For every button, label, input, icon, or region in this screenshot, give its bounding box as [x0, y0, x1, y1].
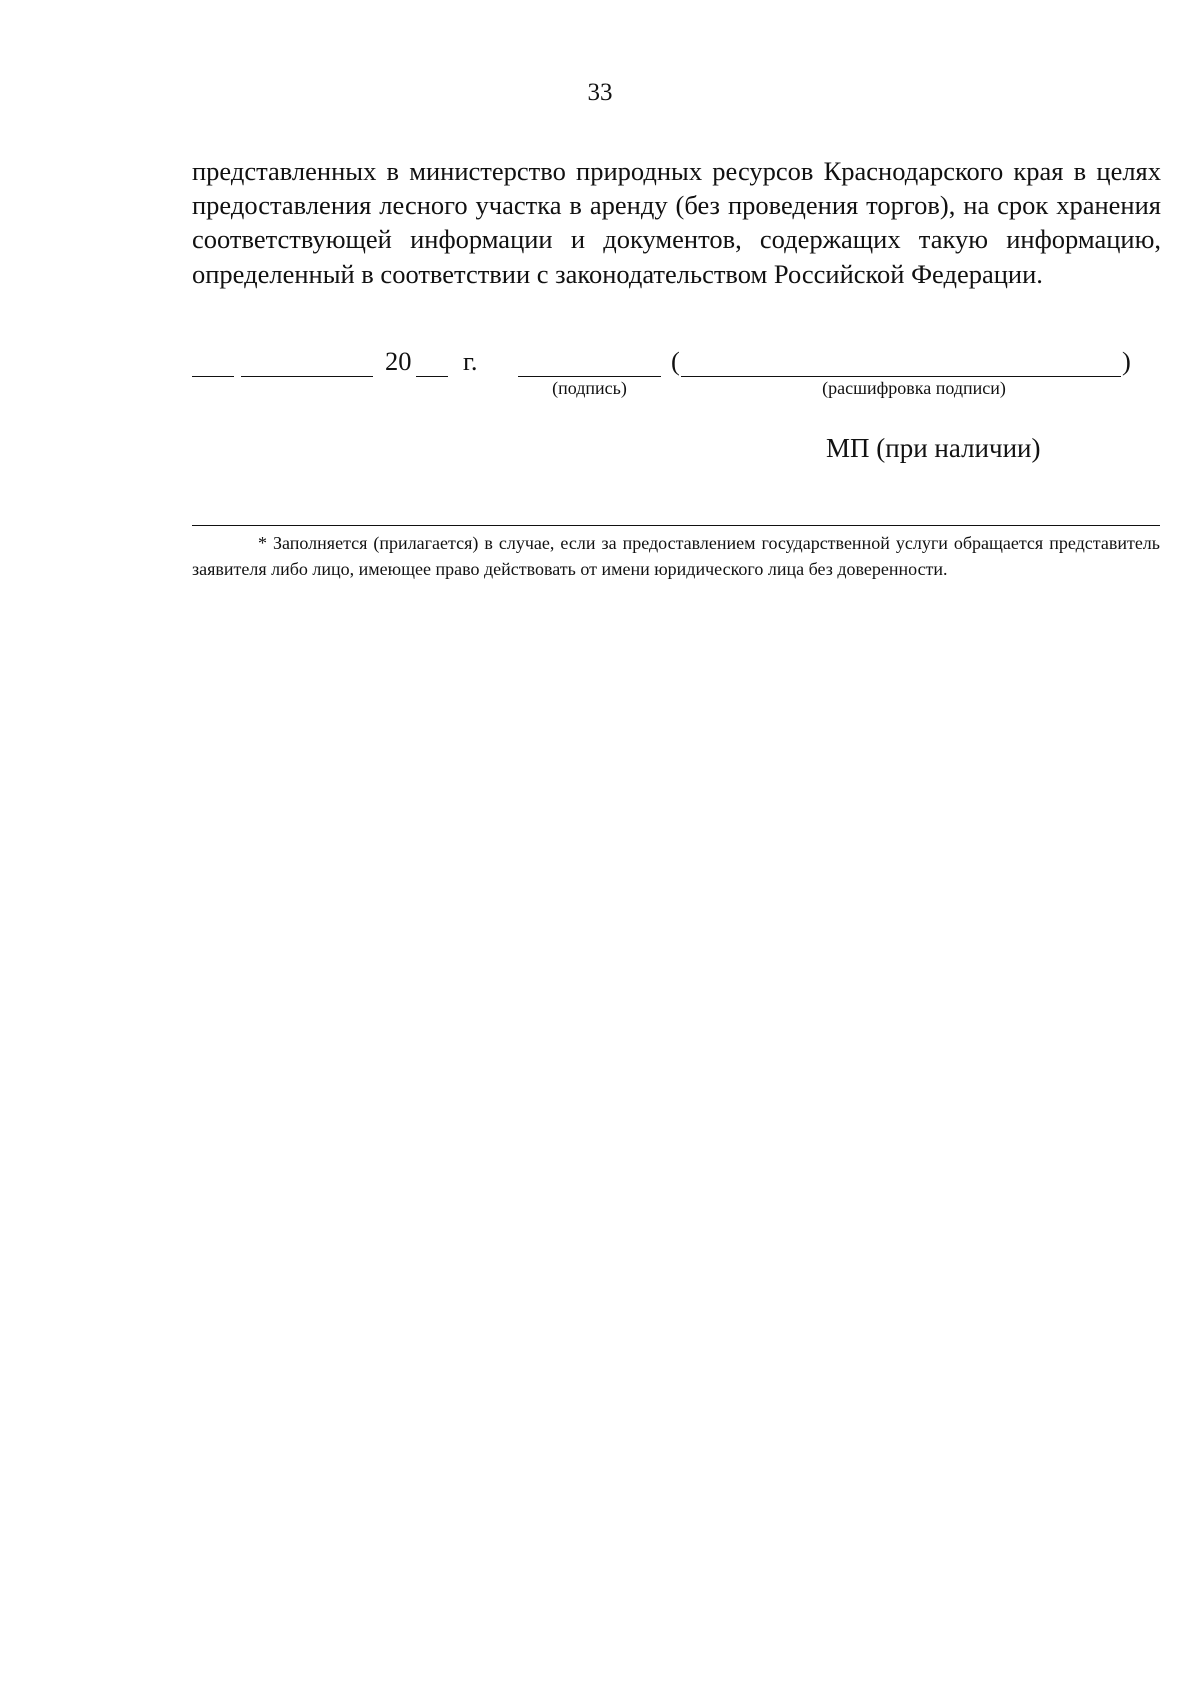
decoding-blank [681, 346, 1121, 377]
main-paragraph: представленных в министерство природных ресурсов Краснодарского края в целях предоставления лесного участка в аренду (без проведения торгов), на срок хранения соответствующей информации и документов, содержащих такую информацию, определенный в соответствии с законодательством Российской Федерации. [192, 156, 1161, 289]
decoding-caption: (расшифровка подписи) [822, 378, 1006, 398]
paren-open: ( [671, 346, 680, 376]
paren-close: ) [1122, 346, 1131, 376]
year-prefix: 20 [385, 346, 412, 376]
stamp-mark: МП (при наличии) [826, 433, 1041, 463]
signature-caption: (подпись) [552, 378, 627, 398]
year-suffix: г. [463, 346, 478, 376]
day-blank [192, 346, 234, 377]
year-blank [416, 346, 448, 377]
footnote: * Заполняется (прилагается) в случае, если за предоставлением государственной услуги обращается представитель заявителя либо лицо, имеющее право действовать от имени юридического лица без доверенности. [192, 533, 1160, 579]
page-number: 33 [587, 79, 613, 106]
signature-blank [518, 346, 661, 377]
month-blank [241, 346, 373, 377]
footnote-separator [192, 525, 1160, 526]
